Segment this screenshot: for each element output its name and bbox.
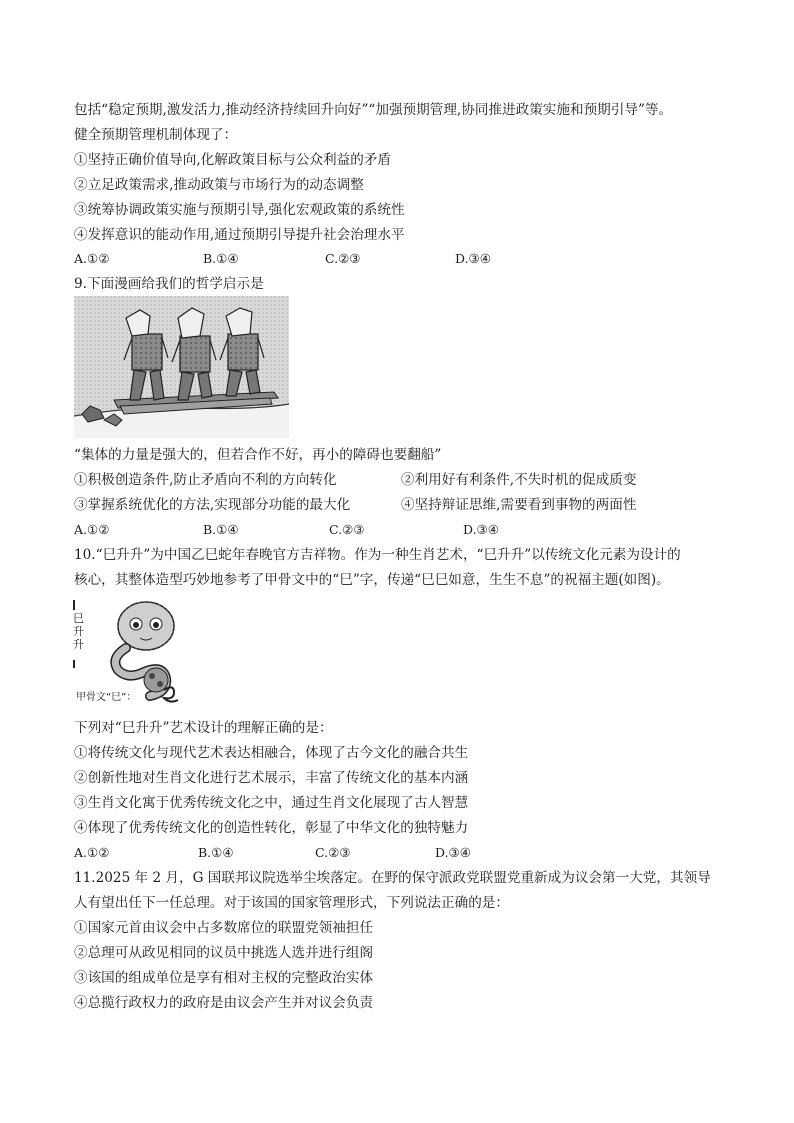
q11-statement-2: ②总理可从政见相同的议员中挑选人选并进行组阁 (74, 945, 374, 961)
q8-statement-2: ②立足政策需求,推动政策与市场行为的动态调整 (74, 177, 364, 193)
q11-stem-line-2: 人有望出任下一任总理。对于该国的国家管理形式，下列说法正确的是： (74, 895, 509, 911)
q10-statement-1: ①将传统文化与现代艺术表达相融合，体现了古今文化的融合共生 (74, 745, 469, 761)
q10-statement-2: ②创新性地对生肖文化进行艺术展示，丰富了传统文化的基本内涵 (74, 770, 469, 786)
q8-stem-line-2: 健全预期管理机制体现了： (74, 127, 238, 143)
q9-caption: “集体的力量是强大的，但若合作不好，再小的障碍也要翻船” (74, 447, 442, 463)
q10-option-b: B.①④ (198, 845, 234, 860)
q11-statement-3: ③该国的组成单位是享有相对主权的完整政治实体 (74, 970, 374, 986)
q8-options (74, 250, 674, 268)
q10-stem-line-1: 10.“巳升升”为中国乙巳蛇年春晚官方吉祥物。作为一种生肖艺术，“巳升升”以传统文化元素为设计的 (74, 547, 681, 563)
q10-statement-3: ③生肖文化寓于优秀传统文化之中，通过生肖文化展现了古人智慧 (74, 795, 469, 811)
q9-option-d: D.③④ (463, 522, 499, 537)
q9-statement-3: ③掌握系统优化的方法,实现部分功能的最大化 (74, 497, 351, 513)
q11-statement-4: ④总揽行政权力的政府是由议会产生并对议会负责 (74, 995, 374, 1011)
q10-option-d: D.③④ (435, 845, 471, 860)
q9-option-a: A.①② (74, 522, 110, 537)
q10-prompt: 下列对“巳升升”艺术设计的理解正确的是： (74, 720, 333, 736)
q9-cartoon (74, 296, 289, 438)
q10-options (74, 844, 674, 862)
q9-statement-1: ①积极创造条件,防止矛盾向不利的方向转化 (74, 472, 337, 488)
q9-option-b: B.①④ (203, 522, 239, 537)
q9-statements-row-2 (74, 496, 714, 514)
q10-mascot-figure (70, 596, 185, 708)
q8-stem-line-1: 包括“稳定预期,激发活力,推动经济持续回升向好”“加强预期管理,协同推进政策实施和预期引导”等。 (74, 102, 673, 118)
q8-option-b: B.①④ (203, 251, 239, 266)
q8-option-a: A.①② (74, 251, 110, 266)
q11-stem-line-1: 11.2025 年 2 月，G 国联邦议院选举尘埃落定。在野的保守派政党联盟党重新成为议会第一大党，其领导 (74, 870, 711, 886)
q10-option-a: A.①② (74, 845, 110, 860)
q10-figure-side-label: 巳升升 (73, 612, 84, 651)
q10-figure-label: 甲骨文“巳”： (76, 692, 137, 703)
q10-stem-line-2: 核心，其整体造型巧妙地参考了甲骨文中的“巳”字，传递“巳巳如意，生生不息”的祝福主题(如图)。 (74, 572, 670, 588)
q8-option-c: C.②③ (325, 251, 361, 266)
q9-statements-row-1 (74, 471, 714, 489)
q9-statement-4: ④坚持辩证思维,需要看到事物的两面性 (401, 497, 637, 513)
q9-stem: 9.下面漫画给我们的哲学启示是 (74, 276, 264, 292)
q8-option-d: D.③④ (455, 251, 491, 266)
q8-statement-3: ③统筹协调政策实施与预期引导,强化宏观政策的系统性 (74, 202, 405, 218)
q10-statement-4: ④体现了优秀传统文化的创造性转化，彰显了中华文化的独特魅力 (74, 820, 469, 836)
q9-option-c: C.②③ (329, 522, 365, 537)
q10-option-c: C.②③ (315, 845, 351, 860)
q8-statement-1: ①坚持正确价值导向,化解政策目标与公众利益的矛盾 (74, 152, 391, 168)
q9-options (74, 521, 674, 539)
cartoon-image (74, 296, 289, 438)
q8-statement-4: ④发挥意识的能动作用,通过预期引导提升社会治理水平 (74, 227, 405, 243)
q9-statement-2: ②利用好有利条件,不失时机的促成质变 (401, 472, 637, 488)
q11-statement-1: ①国家元首由议会中占多数席位的联盟党领袖担任 (74, 920, 374, 936)
